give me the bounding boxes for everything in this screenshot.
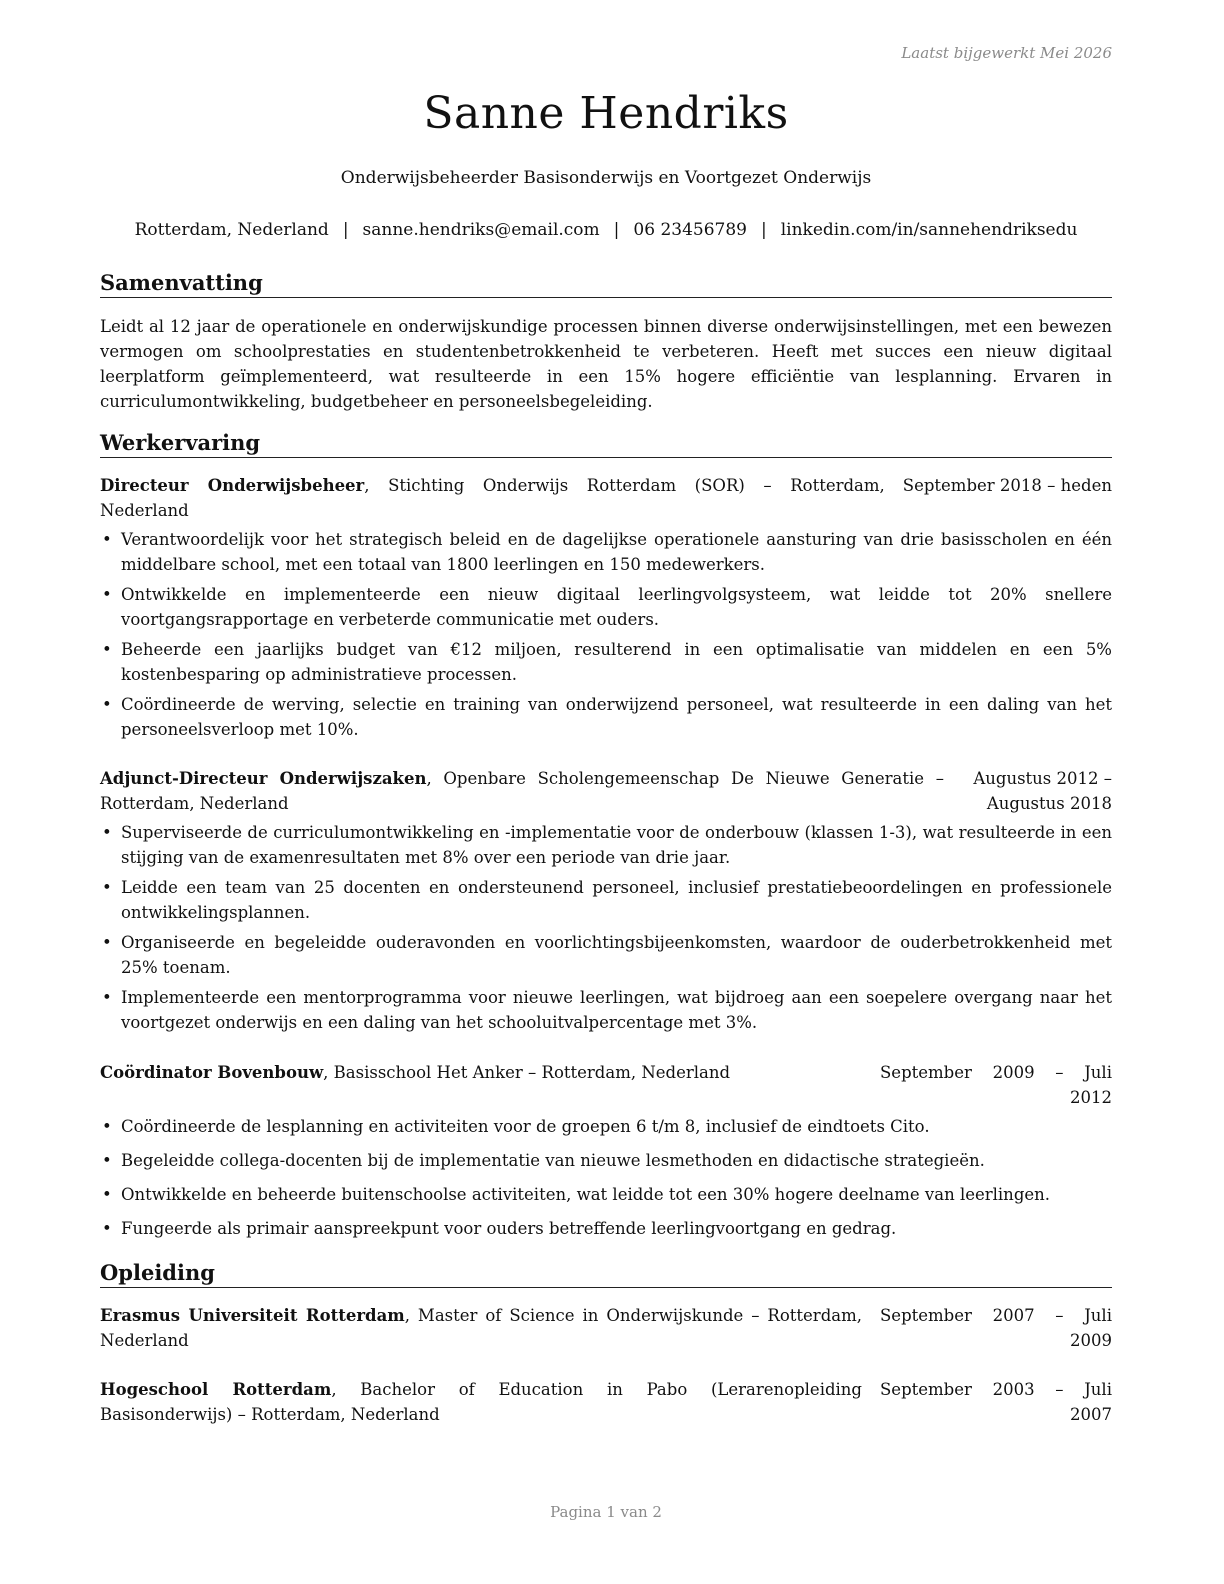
job-bullets — [100, 820, 1112, 1035]
list-item: • Ontwikkelde en implementeerde een nieuw digitaal leerlingvolgsysteem, wat leidde tot 20% snellere voortgangsrapportage en verbeterde communicatie met ouders. — [100, 582, 1112, 632]
job-dates: Augustus 2012 – Augustus 2018 — [973, 769, 1112, 813]
education-header — [100, 1303, 1112, 1353]
list-item: • Superviseerde de curriculumontwikkeling en -implementatie voor de onderbouw (klassen 1-3), wat resulteerde in een stijging van de examenresultaten met 8% over een periode van drie jaar. — [100, 820, 1112, 870]
job-organization: , Stichting Onderwijs Rotterdam (SOR) – Rotterdam, Nederland — [100, 476, 885, 520]
page-number: Pagina 1 van 2 — [550, 1503, 662, 1521]
list-item: • Implementeerde een mentorprogramma voor nieuwe leerlingen, wat bijdroeg aan een soepelere overgang naar het voortgezet onderwijs en een daling van het schooluitvalpercentage met 3%. — [100, 985, 1112, 1035]
education-entry — [100, 1377, 1112, 1427]
list-item: • Begeleidde collega-docenten bij de implementatie van nieuwe lesmethoden en didactische strategieën. — [100, 1148, 1112, 1173]
job-title-line — [100, 1060, 862, 1085]
list-item: • Organiseerde en begeleidde ouderavonden en voorlichtingsbijeenkomsten, waardoor de ouderbetrokkenheid met 25% toenam. — [100, 930, 1112, 980]
education-header — [100, 1377, 1112, 1427]
job-entry — [100, 766, 1112, 1040]
list-item: • Ontwikkelde en beheerde buitenschoolse activiteiten, wat leidde tot een 30% hogere deelname van leerlingen. — [100, 1182, 1112, 1207]
job-header — [100, 766, 1112, 816]
job-role: Adjunct-Directeur Onderwijszaken — [100, 769, 427, 788]
job-dates: September 2009 – Juli 2012 — [880, 1063, 1112, 1107]
summary-text: Leidt al 12 jaar de operationele en onderwijskundige processen binnen diverse onderwijsinstellingen, met een bewezen vermogen om schoolprestaties en studentenbetrokkenheid te verbeteren. Heeft met succes een nieuw digitaal leerplatform geïmplementeerd, wat resulteerde in een 15% hogere efficiëntie van lesplanning. Ervaren in curriculumontwikkeling, budgetbeheer en personeelsbegeleiding. — [100, 317, 1112, 411]
education-degree: , Bachelor of Education in Pabo (Lerarenopleiding Basisonderwijs) – Rotterdam, Nederland — [100, 1380, 862, 1424]
section-title-summary: Samenvatting — [100, 270, 1112, 298]
education-title-line — [100, 1303, 862, 1353]
resume-page — [100, 0, 1112, 1584]
contact-separator: | — [613, 220, 620, 240]
job-organization: , Basisschool Het Anker – Rotterdam, Nederland — [323, 1063, 731, 1082]
contact-separator: | — [342, 220, 349, 240]
contact-linkedin[interactable]: linkedin.com/in/sannehendriksedu — [780, 220, 1078, 240]
education-dates: September 2003 – Juli 2007 — [880, 1380, 1112, 1424]
job-bullets — [100, 1114, 1112, 1241]
list-item: • Fungeerde als primair aanspreekpunt voor ouders betreffende leerlingvoortgang en gedrag. — [100, 1216, 1112, 1241]
contact-phone[interactable]: 06 23456789 — [633, 220, 747, 240]
job-role: Coördinator Bovenbouw — [100, 1063, 324, 1082]
job-entry — [100, 1060, 1112, 1250]
job-title-line — [100, 766, 944, 816]
list-item: • Coördineerde de lesplanning en activiteiten voor de groepen 6 t/m 8, inclusief de eindtoets Cito. — [100, 1114, 1112, 1139]
education-dates: September 2007 – Juli 2009 — [880, 1306, 1112, 1350]
education-title-line — [100, 1377, 862, 1427]
candidate-headline: Onderwijsbeheerder Basisonderwijs en Voortgezet Onderwijs — [340, 168, 872, 188]
job-header — [100, 473, 1112, 523]
education-school: Hogeschool Rotterdam — [100, 1380, 332, 1399]
list-item: • Leidde een team van 25 docenten en ondersteunend personeel, inclusief prestatiebeoordelingen en professionele ontwikkelingsplannen. — [100, 875, 1112, 925]
education-school: Erasmus Universiteit Rotterdam — [100, 1306, 405, 1325]
job-organization: , Openbare Scholengemeenschap De Nieuwe Generatie – Rotterdam, Nederland — [100, 769, 944, 813]
last-updated-note: Laatst bijgewerkt Mei 2026 — [901, 44, 1112, 62]
job-dates: September 2018 – heden — [902, 476, 1112, 495]
education-entry — [100, 1303, 1112, 1353]
list-item: • Verantwoordelijk voor het strategisch beleid en de dagelijkse operationele aansturing van drie basisscholen en één middelbare school, met een totaal van 1800 leerlingen en 150 medewerkers. — [100, 527, 1112, 577]
education-degree: , Master of Science in Onderwijskunde – Rotterdam, Nederland — [100, 1306, 862, 1350]
list-item: • Beheerde een jaarlijks budget van €12 miljoen, resulterend in een optimalisatie van middelen en een 5% kostenbesparing op administratieve processen. — [100, 637, 1112, 687]
job-header — [100, 1060, 1112, 1110]
list-item: • Coördineerde de werving, selectie en training van onderwijzend personeel, wat resulteerde in een daling van het personeelsverloop met 10%. — [100, 692, 1112, 742]
contact-email[interactable]: sanne.hendriks@email.com — [362, 220, 600, 240]
job-bullets — [100, 527, 1112, 742]
section-title-education: Opleiding — [100, 1260, 1112, 1288]
job-title-line — [100, 473, 885, 523]
job-entry — [100, 473, 1112, 747]
contact-line — [100, 220, 1112, 240]
job-role: Directeur Onderwijsbeheer — [100, 476, 365, 495]
contact-separator: | — [760, 220, 767, 240]
section-title-experience: Werkervaring — [100, 430, 1112, 458]
contact-location: Rotterdam, Nederland — [134, 220, 329, 240]
candidate-name: Sanne Hendriks — [423, 88, 789, 139]
